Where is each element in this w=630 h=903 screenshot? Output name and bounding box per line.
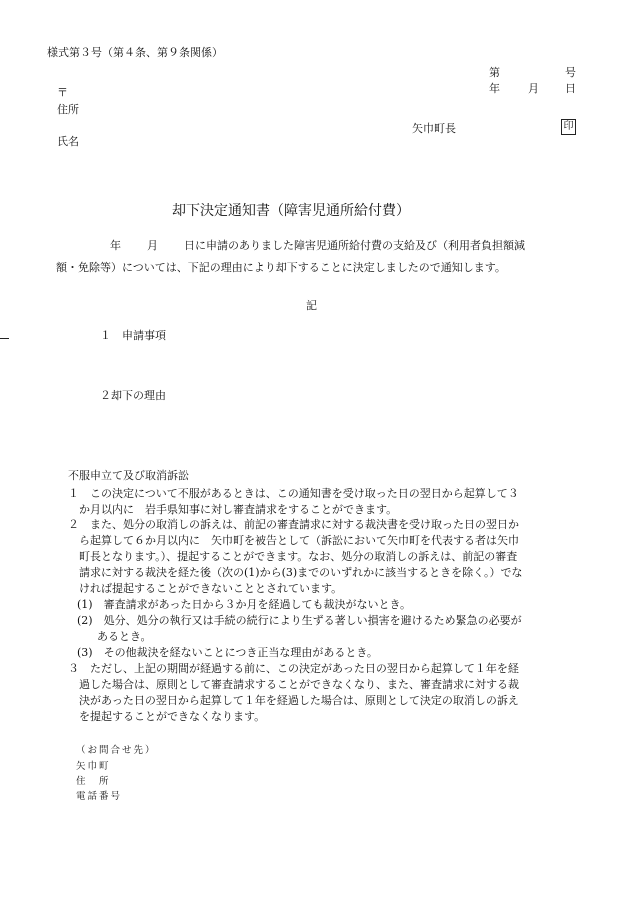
date-day: 日 bbox=[565, 82, 576, 95]
appeal-line: ３ ただし、上記の期間が経過する前に、この決定があった日の翌日から起算して１年を経 bbox=[68, 662, 519, 675]
appeal-line: ２ また、処分の取消しの訴えは、前記の審査請求に対する裁決書を受け取った日の翌日か bbox=[68, 518, 519, 531]
appeal-line: (3) その他裁決を経ないことにつき正当な理由があるとき。 bbox=[77, 646, 378, 659]
body-line-2: 額・免除等）については、下記の理由により却下することに決定しましたので通知します。 bbox=[56, 261, 506, 274]
appeal-line: 決があった日の翌日から起算して１年を経過した場合は、原則として決定の取消しの訴え bbox=[79, 694, 519, 707]
section-application-items: １ 申請事項 bbox=[100, 329, 166, 342]
appeal-line: か月以内に 岩手県知事に対し審査請求をすることができます。 bbox=[79, 503, 398, 516]
appeal-line: １ この決定について不服があるときは、この通知書を受け取った日の翌日から起算して３ bbox=[68, 487, 519, 500]
doc-number-suffix: 号 bbox=[565, 66, 576, 79]
appeal-line: 請求に対する裁決を経た後（次の(1)から(3)までのいずれかに該当するときを除く。）でな bbox=[79, 566, 523, 579]
name-label: 氏名 bbox=[57, 135, 79, 148]
appeal-line: を提起することができなくなります。 bbox=[79, 710, 266, 723]
contact-address: 住 所 bbox=[76, 776, 111, 787]
contact-phone: 電話番号 bbox=[76, 791, 123, 802]
body-year: 年 bbox=[110, 239, 121, 252]
appeal-line: (2) 処分、処分の執行又は手続の続行により生ずる著しい損害を避けるため緊急の必要が bbox=[77, 614, 522, 627]
appeal-line: 町長となります。）、提起することができます。なお、処分の取消しの訴えは、前記の審査 bbox=[79, 550, 518, 563]
seal-stamp: 印 bbox=[561, 119, 576, 135]
body-line-1: 日に申請のありました障害児通所給付費の支給及び（利用者負担額減 bbox=[184, 239, 525, 252]
appeal-line: ければ提起することができないこととされています。 bbox=[79, 582, 343, 595]
appeal-heading: 不服申立て及び取消訴訟 bbox=[68, 469, 189, 482]
doc-number-prefix: 第 bbox=[489, 66, 500, 79]
date-year: 年 bbox=[489, 82, 500, 95]
body-month: 月 bbox=[147, 239, 158, 252]
postal-mark: 〒 bbox=[57, 86, 68, 99]
contact-org: 矢巾町 bbox=[76, 761, 111, 772]
date-month: 月 bbox=[528, 82, 539, 95]
appeal-line: (1) 審査請求があった日から３か月を経過しても裁決がないとき。 bbox=[77, 598, 412, 611]
margin-mark bbox=[0, 338, 9, 339]
document-title: 却下決定通知書（障害児通所給付費） bbox=[172, 203, 410, 219]
section-rejection-reason: ２却下の理由 bbox=[100, 389, 166, 402]
appeal-line: 過した場合は、原則として審査請求することができなくなり、また、審査請求に対する裁 bbox=[79, 678, 519, 691]
sender-title: 矢巾町長 bbox=[412, 122, 456, 135]
address-label: 住所 bbox=[57, 103, 79, 116]
form-number: 様式第３号（第４条、第９条関係） bbox=[47, 46, 223, 59]
appeal-line: ら起算して６か月以内に 矢巾町を被告として（訴訟において矢巾町を代表する者は矢巾 bbox=[79, 534, 519, 547]
contact-heading: （お問合せ先） bbox=[76, 745, 157, 756]
appeal-line: あるとき。 bbox=[97, 630, 152, 643]
ki-heading: 記 bbox=[306, 299, 317, 312]
